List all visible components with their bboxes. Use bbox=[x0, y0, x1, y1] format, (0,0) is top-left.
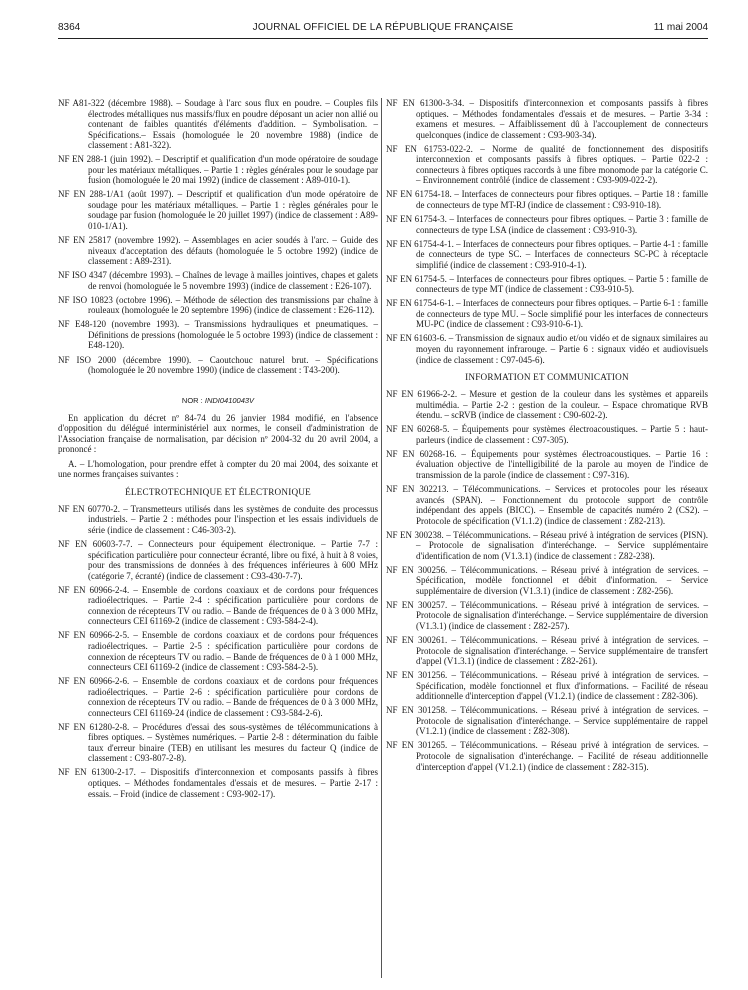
standard-entry: NF EN 60966-2-5. – Ensemble de cordons coaxiaux et de cordons pour fréquences radioélectriques. – Partie 2-5 : spécification particulière pour cordons de connexion de récepteurs TV ou radio. – Bande de fréquences de 0 à 1 000 MHz, connecteurs CEI 61169-2 (indice de classement : C93-584-2-5). bbox=[58, 630, 378, 673]
standard-entry: NF ISO 4347 (décembre 1993). – Chaînes de levage à mailles jointives, chapes et galets de renvoi (homologuée le 5 novembre 1993) (indice de classement : E26-107). bbox=[58, 270, 378, 291]
standard-entry: NF EN 61754-18. – Interfaces de connecteurs pour fibres optiques. – Partie 18 : famille de connecteurs de type MT-RJ (indice de classement : C93-910-18). bbox=[386, 189, 708, 210]
nor-label: NOR : bbox=[181, 395, 203, 405]
standard-entry: NF EN 301258. – Télécommunications. – Réseau privé à intégration de services. – Protocole de signalisation d'interéchange. – Service supplémentaire de rappel (V1.2.1) (indice de classement : Z82-308). bbox=[386, 705, 708, 737]
standard-entry: NF EN 60603-7-7. – Connecteurs pour équipement électronique. – Partie 7-7 : spécification particulière pour connecteur écranté, libre ou fixé, à huit à 8 voies, pour des transmissions de données à des fréquences inférieures à 600 MHz (catégorie 7, écranté) (indice de classement : C93-430-7-7). bbox=[58, 539, 378, 581]
standard-entry: NF ISO 2000 (décembre 1990). – Caoutchouc naturel brut. – Spécifications (homologuée le 20 novembre 1990) (indice de classement : T43-200). bbox=[58, 354, 378, 376]
standard-entry: NF EN 61753-022-2. – Norme de qualité de fonctionnement des dispositifs interconnexion et composants passifs à fibres optiques. – Partie 022-2 : connecteurs à fibres optiques raccords à une fibre monomode par la catégorie C. – Environnement contrôlé (indice de classement : C93-909-022-2). bbox=[386, 143, 708, 186]
standard-entry: NF EN 301265. – Télécommunications. – Réseau privé à intégration de services. – Protocole de signalisation d'interéchange. – Facilité de réseau additionnelle d'interception d'appel (V1.2.1) (indice de classement : Z82-315). bbox=[386, 740, 708, 772]
standard-entry: NF EN 301256. – Télécommunications. – Réseau privé à intégration de services. – Spécification, modèle fonctionnel et flux d'informations. – Facilité de réseau additionnelle d'interception d'appel (V1.2.1) (indice de classement : Z82-306). bbox=[386, 670, 708, 702]
standard-entry: NF EN 60268-16. – Équipements pour systèmes électroacoustiques. – Partie 16 : évaluation objective de l'intelligibilité de la parole au moyen de l'indice de transmission de la parole (indice de classement : C97-316). bbox=[386, 448, 708, 480]
right-column bbox=[386, 98, 708, 776]
standards-list-mechanical bbox=[58, 98, 378, 376]
standards-list-optics bbox=[386, 98, 708, 365]
standard-entry: NF EN 61280-2-8. – Procédures d'essai des sous-systèmes de télécommunications à fibres optiques. – Systèmes numériques. – Partie 2-8 : détermination du faible taux d'erreur binaire (TEB) en utilisant les mesures du facteur Q (indice de classement : C93-807-2-8). bbox=[58, 721, 378, 764]
nor-code: INDI0410043V bbox=[204, 395, 255, 405]
standard-entry: NF EN 288-1 (juin 1992). – Descriptif et qualification d'un mode opératoire de soudage pour les matériaux métalliques. – Partie 1 : règles générales pour le soudage par fusion (homologuée le 20 mai 1992) (indice de classement : A89-010-1). bbox=[58, 154, 378, 186]
standard-entry: NF EN 61754-5. – Interfaces de connecteurs pour fibres optiques. – Partie 5 : famille de connecteurs de type MT (indice de classement : C93-910-5). bbox=[386, 273, 708, 295]
section-heading-information: INFORMATION ET COMMUNICATION bbox=[465, 372, 629, 383]
standard-entry: NF EN 60966-2-4. – Ensemble de cordons coaxiaux et de cordons pour fréquences radioélectriques. – Partie 2-4 : spécification particulière pour cordons de connexion de récepteurs TV ou radio. – Bande de fréquences de 0 à 3 000 MHz, connecteurs CEI 61169-2 (indice de classement : C93-584-2-4). bbox=[58, 584, 378, 627]
standard-entry: NF EN 61754-4-1. – Interfaces de connecteurs pour fibres optiques. – Partie 4-1 : famille de connecteurs de type SC. – Interfaces de connecteurs SC-PC à réceptacle simplifié (indice de classement : C93-910-4-1). bbox=[386, 238, 708, 270]
standard-entry: NF ISO 10823 (octobre 1996). – Méthode de sélection des transmissions par chaîne à rouleaux (homologuée le 20 septembre 1996) (indice de classement : E26-112). bbox=[58, 294, 378, 316]
homologation-paragraph: A. – L'homologation, pour prendre effet à compter du 20 mai 2004, des soixante et une normes françaises suivantes : bbox=[58, 458, 378, 480]
standard-entry: NF EN 61754-6-1. – Interfaces de connecteurs pour fibres optiques. – Partie 6-1 : famille de connecteurs de type MU. – Socle simplifié pour les interfaces de connecteurs MU-PC (indice de classement : C93-910-6-1). bbox=[386, 298, 708, 330]
standard-entry: NF EN 25817 (novembre 1992). – Assemblages en acier soudés à l'arc. – Guide des niveaux d'acceptation des défauts (homologuée le 5 octobre 1992) (indice de classement : A89-231). bbox=[58, 235, 378, 267]
section-heading-electrotechnique: ÉLECTROTECHNIQUE ET ÉLECTRONIQUE bbox=[125, 486, 311, 497]
standard-entry: NF EN 61754-3. – Interfaces de connecteurs pour fibres optiques. – Partie 3 : famille de connecteurs de type LSA (indice de classement : C93-910-3). bbox=[386, 213, 708, 235]
standard-entry: NF EN 300238. – Télécommunications. – Réseau privé à intégration de services (PISN). – Protocole de signalisation d'interéchange. – Service supplémentaire d'identification de nom (V1.3.1) (indice de classement : Z82-238). bbox=[386, 529, 708, 561]
standard-entry: NF A81-322 (décembre 1988). – Soudage à l'arc sous flux en poudre. – Couples fils électrodes métalliques nus massifs/flux en poudre déposant un acier non allié ou contenant de faibles quantités d'éléments d'addition. – Symbolisation. – Spécifications.– Essais (homologuée le 20 novembre 1988) (indice de classement : A81-322). bbox=[58, 98, 378, 151]
standards-list-telecom bbox=[386, 389, 708, 772]
standard-entry: NF EN 61300-3-34. – Dispositifs d'interconnexion et composants passifs à fibres optiques. – Méthodes fondamentales d'essais et de mesures. – Partie 3-34 : examens et mesures. – Affaiblissement dû à l'accouplement de connecteurs quelconques (indice de classement : C93-903-34). bbox=[386, 98, 708, 140]
standard-entry: NF EN 61603-6. – Transmission de signaux audio et/ou vidéo et de signaux similaires au moyen du rayonnement infrarouge. – Partie 6 : signaux vidéo et audiovisuels (indice de classement : C97-045-6). bbox=[386, 333, 708, 365]
standard-entry: NF E48-120 (novembre 1993). – Transmissions hydrauliques et pneumatiques. – Définitions de pressions (homologuée le 5 octobre 1993) (indice de classement : E48-120). bbox=[58, 319, 378, 351]
standards-list-electro bbox=[58, 504, 378, 799]
standard-entry: NF EN 300256. – Télécommunications. – Réseau privé à intégration de services. – Spécification, modèle fonctionnel et débit d'information. – Service supplémentaire de diversion (V1.3.1) (indice de classement : Z82-256). bbox=[386, 564, 708, 596]
left-column bbox=[58, 98, 378, 803]
nor-reference bbox=[58, 396, 378, 405]
journal-title: JOURNAL OFFICIEL DE LA RÉPUBLIQUE FRANÇAISE bbox=[252, 22, 514, 33]
issue-date: 11 mai 2004 bbox=[653, 22, 708, 33]
standard-entry: NF EN 300261. – Télécommunications. – Réseau privé à intégration de services. – Protocole de signalisation d'interéchange. – Service supplémentaire de transfert d'appel (V1.3.1) (indice de classement : Z82-261). bbox=[386, 635, 708, 667]
decision-paragraph: En application du décret nº 84-74 du 26 janvier 1984 modifié, en l'absence d'opposition du délégué interministériel aux normes, le conseil d'administration de l'Association française de normalisation, par décision nº 2004-32 du 20 avril 2004, a prononcé : bbox=[58, 412, 378, 455]
standard-entry: NF EN 60770-2. – Transmetteurs utilisés dans les systèmes de conduite des processus industriels. – Partie 2 : méthodes pour l'inspection et les essais individuels de série (indice de classement : C46-303-2). bbox=[58, 503, 378, 535]
standard-entry: NF EN 61300-2-17. – Dispositifs d'interconnexion et composants passifs à fibres optiques. – Méthodes fondamentales d'essais et de mesures. – Partie 2-17 : essais. – Froid (indice de classement : C93-902-17). bbox=[58, 767, 378, 799]
standard-entry: NF EN 300257. – Télécommunications. – Réseau privé à intégration de services. – Protocole de signalisation d'interéchange. – Service supplémentaire de diversion (V1.3.1) (indice de classement : Z82-257). bbox=[386, 599, 708, 632]
standard-entry: NF EN 288-1/A1 (août 1997). – Descriptif et qualification d'un mode opératoire de soudage pour les matériaux métalliques. – Partie 1 : règles générales pour le soudage par fusion (homologuée le 20 juillet 1997) (indice de classement : A89-010-1/A1). bbox=[58, 189, 378, 232]
standard-entry: NF EN 60268-5. – Équipements pour systèmes électroacoustiques. – Partie 5 : haut-parleurs (indice de classement : C97-305). bbox=[386, 424, 708, 445]
page-number: 8364 bbox=[58, 22, 81, 33]
column-divider bbox=[381, 98, 382, 978]
standard-entry: NF EN 61966-2-2. – Mesure et gestion de la couleur dans les systèmes et appareils multimédia. – Partie 2-2 : gestion de la couleur. – Espace chromatique RVB étendu. – scRVB (indice de classement : C90-602-2). bbox=[386, 389, 708, 421]
standard-entry: NF EN 302213. – Télécommunications. – Services et protocoles pour les réseaux avancés (SPAN). – Fonctionnement du protocole support de contrôle indépendant des appels (BICC). – Ensemble de capacités numéro 2 (CS2). – Protocole de spécification (V1.1.2) (indice de classement : Z82-213). bbox=[386, 483, 708, 526]
page-header bbox=[58, 22, 708, 39]
standard-entry: NF EN 60966-2-6. – Ensemble de cordons coaxiaux et de cordons pour fréquences radioélectriques. – Partie 2-6 : spécification particulière pour cordons de connexion de récepteurs TV ou radio. – Bande de fréquences de 0 à 3 000 MHz, connecteurs CEI 61169-24 (indice de classement : C93-584-2-6). bbox=[58, 676, 378, 718]
